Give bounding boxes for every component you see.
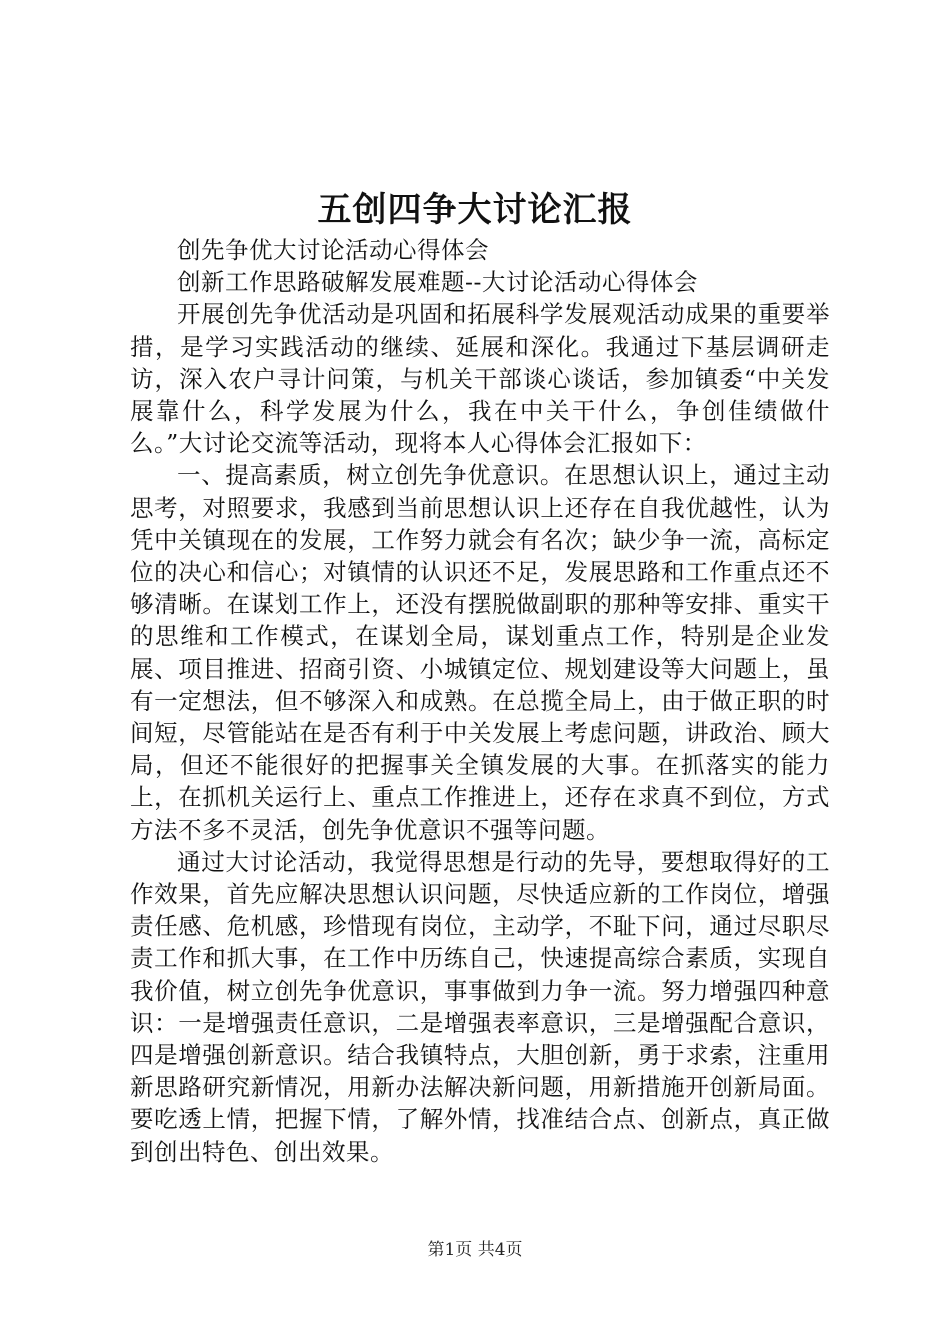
document-title: 五创四争大讨论汇报 xyxy=(317,190,633,230)
paragraph-subtitle-2: 创新工作思路破解发展难题--大讨论活动心得体会 xyxy=(177,268,698,297)
paragraph-discussion: 通过大讨论活动，我觉得思想是行动的先导，要想取得好的工作效果，首先应解决思想认识问题，尽快适应新的工作岗位，增强责任感、危机感，珍惜现有岗位，主动学，不耻下问，通过尽职尽责工作和抓大事，在工作中历练自己，快速提高综合素质，实现自我价值，树立创先争优意识，事事做到力争一流。努力增强四种意识：一是增强责任意识，二是增强表率意识，三是增强配合意识，四是增强创新意识。结合我镇特点，大胆创新，勇于求索，注重用新思路研究新情况，用新办法解决新问题，用新措施开创新局面。要吃透上情，把握下情，了解外情，找准结合点、创新点，真正做到创出特色、创出效果。 xyxy=(130,847,830,1166)
paragraph-intro: 开展创先争优活动是巩固和拓展科学发展观活动成果的重要举措，是学习实践活动的继续、延展和深化。我通过下基层调研走访，深入农户寻计问策，与机关干部谈心谈话，参加镇委“中关发展靠什么，科学发展为什么，我在中关干什么，争创佳绩做什么。”大讨论交流等活动，现将本人心得体会汇报如下： xyxy=(130,300,830,458)
document-body xyxy=(130,234,830,1168)
page-footer: 第1页 共4页 xyxy=(427,1240,523,1260)
paragraph-section-1: 一、提高素质，树立创先争优意识。在思想认识上，通过主动思考，对照要求，我感到当前思想认识上还存在自我优越性，认为凭中关镇现在的发展，工作努力就会有名次；缺少争一流，高标定位的决心和信心；对镇情的认识还不足，发展思路和工作重点还不够清晰。在谋划工作上，还没有摆脱做副职的那种等安排、重实干的思维和工作模式，在谋划全局，谋划重点工作，特别是企业发展、项目推进、招商引资、小城镇定位、规划建设等大问题上，虽有一定想法，但不够深入和成熟。在总揽全局上，由于做正职的时间短，尽管能站在是否有利于中关发展上考虑问题，讲政治、顾大局，但还不能很好的把握事关全镇发展的大事。在抓落实的能力上，在抓机关运行上、重点工作推进上，还存在求真不到位，方式方法不多不灵活，创先争优意识不强等问题。 xyxy=(130,461,830,844)
paragraph-subtitle-1: 创先争优大讨论活动心得体会 xyxy=(177,236,489,264)
